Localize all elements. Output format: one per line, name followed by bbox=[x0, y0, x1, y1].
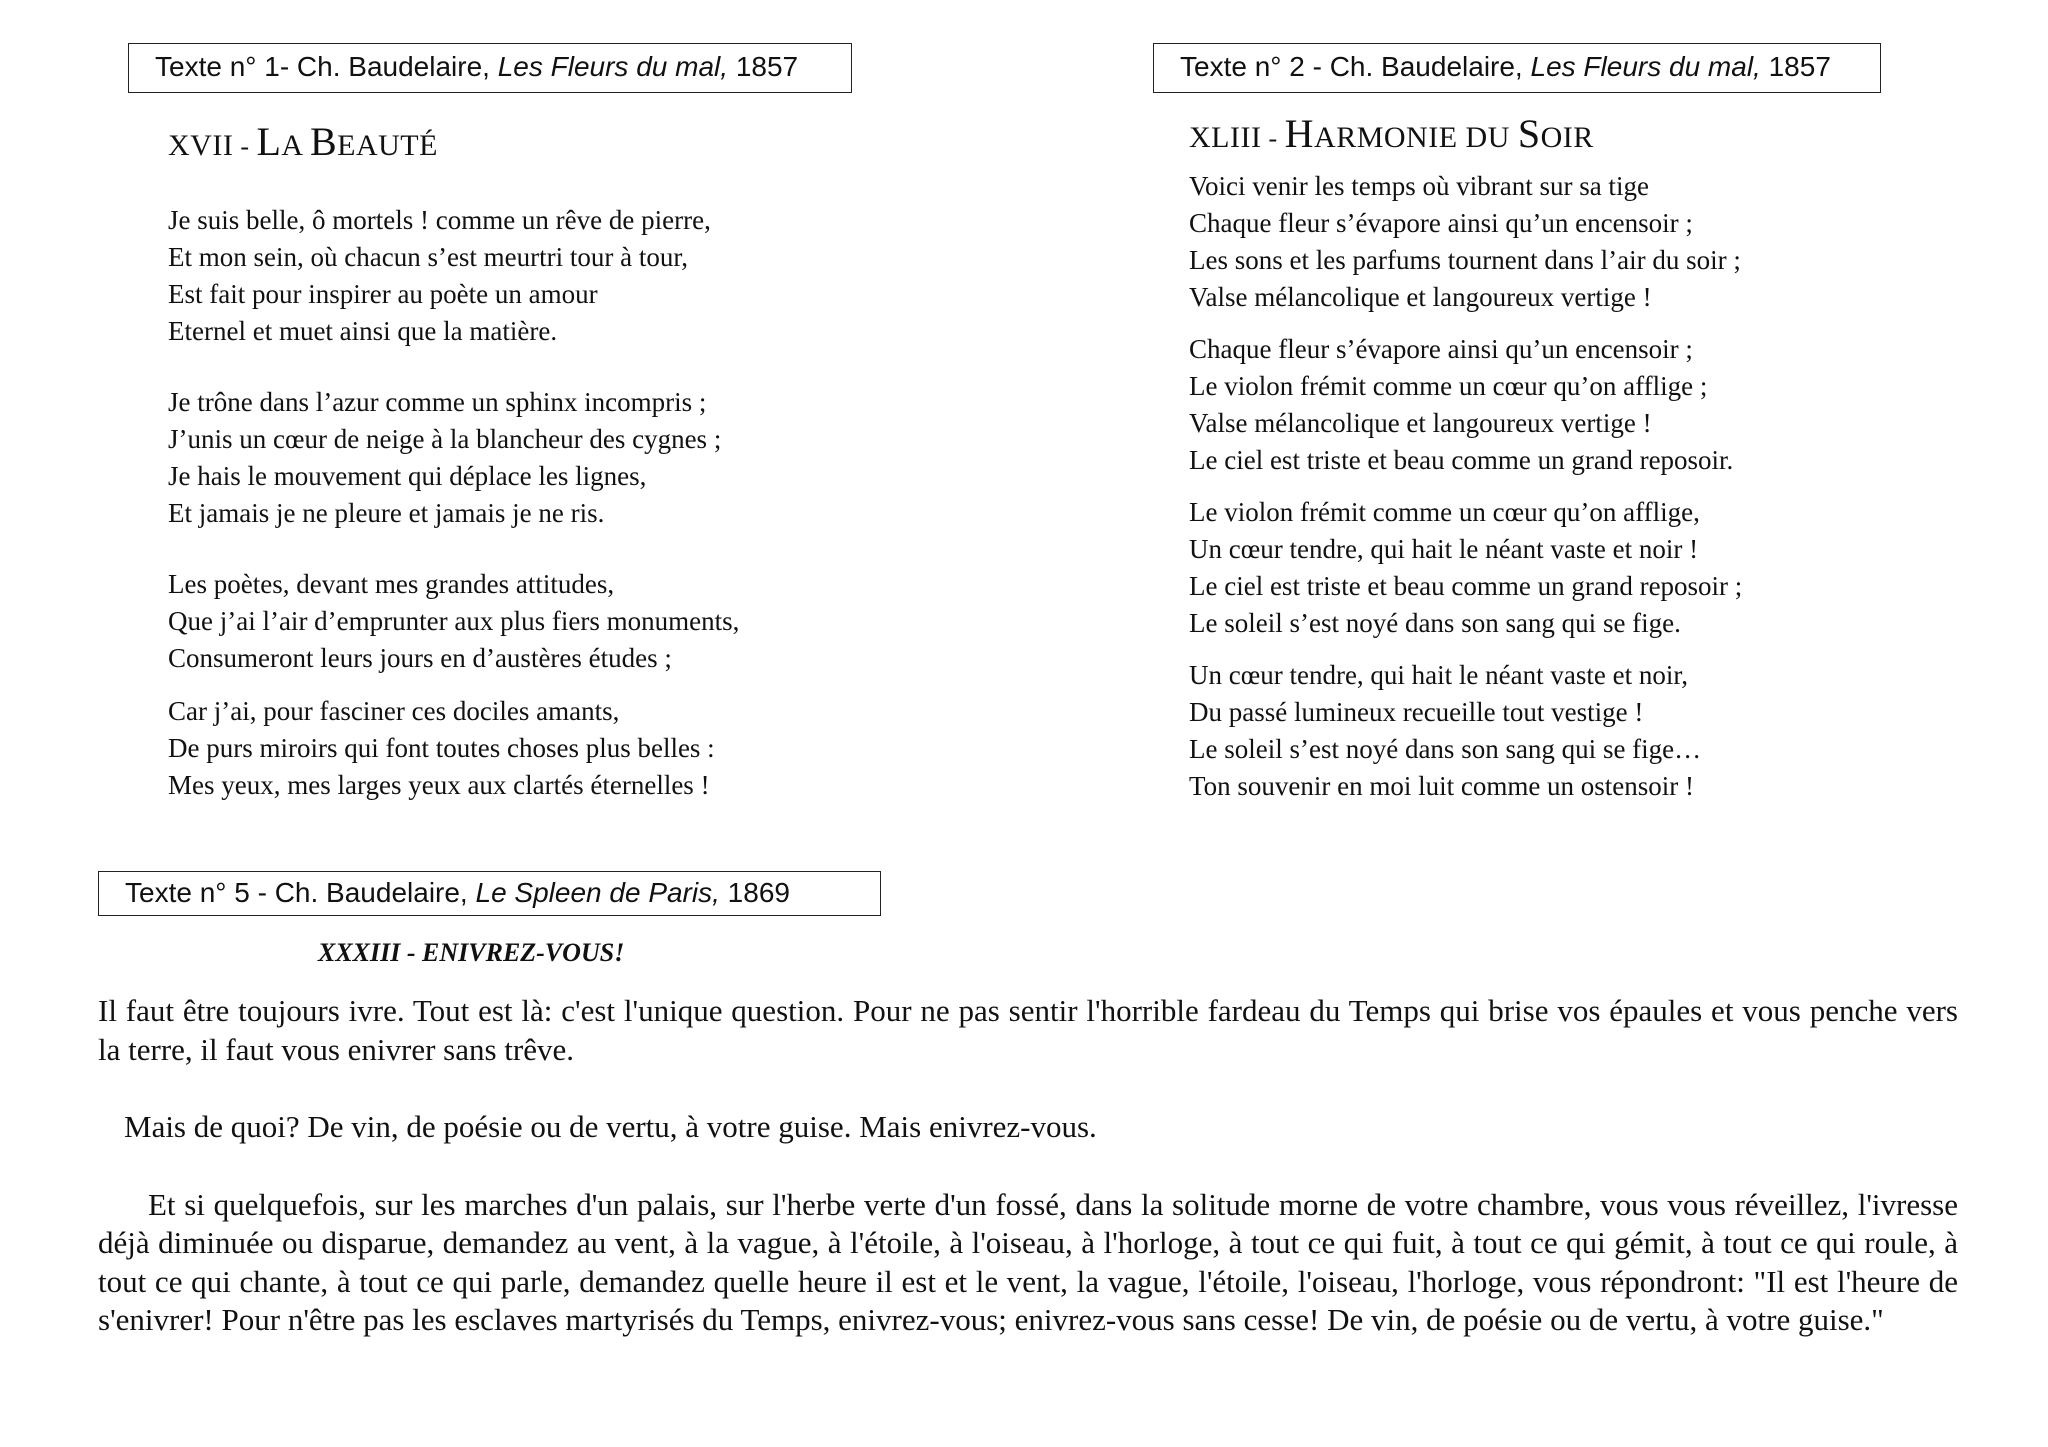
texte5-label bbox=[98, 871, 881, 916]
texte2-title-num: XLIII bbox=[1189, 121, 1262, 154]
poem-line: Je suis belle, ô mortels ! comme un rêve de pierre, bbox=[168, 205, 711, 235]
texte1-poem bbox=[168, 202, 739, 804]
texte1-label-work: Les Fleurs du mal, bbox=[497, 51, 729, 82]
prose-paragraph-3: Et si quelquefois, sur les marches d'un palais, sur l'herbe verte d'un fossé, dans la solitude morne de votre chambre, vous vous réveillez, l'ivresse déjà diminuée ou disparue, demandez au vent, à la vague, à l'étoile, à l'oiseau, à l'horloge, à tout ce qui fuit, à tout ce qui gémit, à tout ce qui roule, à tout ce qui chante, à tout ce qui parle, demandez quelle heure il est et le vent, la vague, l'étoile, l'oiseau, l'horloge, vous répondront: "Il est l'heure de s'enivrer! Pour n'être pas les esclaves martyrisés du Temps, enivrez-vous; enivrez-vous sans cesse! De vin, de poésie ou de vertu, à votre guise." bbox=[98, 1186, 1958, 1337]
texte5-title: XXXIII - ENIVREZ-VOUS! bbox=[318, 938, 625, 967]
texte1-label-year: 1857 bbox=[728, 51, 799, 82]
poem-line: Un cœur tendre, qui hait le néant vaste et noir ! bbox=[1189, 534, 1699, 564]
texte2-title bbox=[1189, 110, 1594, 157]
poem-line: Je hais le mouvement qui déplace les lignes, bbox=[168, 461, 647, 491]
texte2-label bbox=[1153, 43, 1881, 93]
poem-line: Le violon frémit comme un cœur qu’on afflige ; bbox=[1189, 371, 1708, 401]
poem-line: Le soleil s’est noyé dans son sang qui se fige. bbox=[1189, 608, 1681, 638]
texte2-label-prefix: Texte n° 2 - Ch. Baudelaire, bbox=[1180, 51, 1531, 82]
texte1-title bbox=[168, 118, 438, 165]
texte2-label-work: Les Fleurs du mal, bbox=[1530, 51, 1761, 82]
texte1-title-dash: - bbox=[233, 132, 257, 161]
texte2-stanza-3 bbox=[1189, 494, 1742, 642]
poem-line: Que j’ai l’air d’emprunter aux plus fiers monuments, bbox=[168, 606, 740, 636]
poem-line: Un cœur tendre, qui hait le néant vaste et noir, bbox=[1189, 660, 1688, 690]
poem-line: Du passé lumineux recueille tout vestige ! bbox=[1189, 697, 1644, 727]
prose-paragraph-2: Mais de quoi? De vin, de poésie ou de vertu, à votre guise. Mais enivrez-vous. bbox=[124, 1109, 1097, 1144]
texte5-label-work: Le Spleen de Paris, bbox=[475, 877, 720, 908]
poem-line: De purs miroirs qui font toutes choses plus belles : bbox=[168, 733, 715, 763]
texte1-label bbox=[128, 43, 852, 93]
poem-line: Consumeront leurs jours en d’austères études ; bbox=[168, 643, 672, 673]
poem-line: Valse mélancolique et langoureux vertige ! bbox=[1189, 408, 1652, 438]
poem-line: Le violon frémit comme un cœur qu’on afflige, bbox=[1189, 497, 1700, 527]
texte1-title-l2: B bbox=[309, 119, 338, 164]
texte5-prose bbox=[98, 992, 1958, 1340]
prose-paragraph-1: Il faut être toujours ivre. Tout est là: c'est l'unique question. Pour ne pas sentir l'horrible fardeau du Temps qui brise vos épaules et vous penche vers la terre, il faut vous enivrer sans trêve. bbox=[98, 993, 1958, 1067]
texte1-stanza-1 bbox=[168, 202, 739, 350]
poem-line: Le soleil s’est noyé dans son sang qui se fige… bbox=[1189, 734, 1702, 764]
poem-line: Les poètes, devant mes grandes attitudes, bbox=[168, 569, 615, 599]
poem-line: Ton souvenir en moi luit comme un ostensoir ! bbox=[1189, 771, 1695, 801]
texte1-title-rest1: A bbox=[281, 129, 310, 162]
texte2-title-rest1: ARMONIE DU bbox=[1314, 121, 1518, 154]
poem-line: Mes yeux, mes larges yeux aux clartés éternelles ! bbox=[168, 770, 710, 800]
texte2-title-l2: S bbox=[1517, 111, 1541, 156]
texte5-label-prefix: Texte n° 5 - Ch. Baudelaire, bbox=[125, 877, 476, 908]
poem-line: Chaque fleur s’évapore ainsi qu’un encensoir ; bbox=[1189, 334, 1693, 364]
texte1-stanza-3 bbox=[168, 566, 739, 677]
texte5-label-year: 1869 bbox=[719, 877, 790, 908]
poem-line: Je trône dans l’azur comme un sphinx incompris ; bbox=[168, 387, 707, 417]
texte2-poem bbox=[1189, 168, 1742, 805]
poem-line: Et mon sein, où chacun s’est meurtri tour à tour, bbox=[168, 242, 689, 272]
poem-line: Car j’ai, pour fasciner ces dociles amants, bbox=[168, 696, 620, 726]
texte2-title-dash: - bbox=[1261, 124, 1285, 153]
texte1-label-prefix: Texte n° 1- Ch. Baudelaire, bbox=[155, 51, 498, 82]
poem-line: Et jamais je ne pleure et jamais je ne ris. bbox=[168, 498, 605, 528]
texte1-title-num: XVII bbox=[168, 129, 234, 162]
texte1-title-rest2: EAUTÉ bbox=[337, 129, 438, 162]
texte2-stanza-2 bbox=[1189, 331, 1742, 479]
poem-line: J’unis un cœur de neige à la blancheur des cygnes ; bbox=[168, 424, 722, 454]
poem-line: Le ciel est triste et beau comme un grand reposoir ; bbox=[1189, 571, 1743, 601]
poem-line: Chaque fleur s’évapore ainsi qu’un encensoir ; bbox=[1189, 208, 1693, 238]
texte1-stanza-4 bbox=[168, 693, 739, 804]
poem-line: Le ciel est triste et beau comme un grand reposoir. bbox=[1189, 445, 1734, 475]
poem-line: Voici venir les temps où vibrant sur sa tige bbox=[1189, 171, 1649, 201]
texte2-label-year: 1857 bbox=[1760, 51, 1831, 82]
texte2-title-l1: H bbox=[1284, 111, 1315, 156]
poem-line: Est fait pour inspirer au poète un amour bbox=[168, 279, 598, 309]
texte1-stanza-2 bbox=[168, 384, 739, 532]
poem-line: Valse mélancolique et langoureux vertige ! bbox=[1189, 282, 1652, 312]
poem-line: Eternel et muet ainsi que la matière. bbox=[168, 316, 558, 346]
poem-line: Les sons et les parfums tournent dans l’air du soir ; bbox=[1189, 245, 1741, 275]
texte2-stanza-1 bbox=[1189, 168, 1742, 316]
texte2-stanza-4 bbox=[1189, 657, 1742, 805]
texte2-title-rest2: OIR bbox=[1540, 121, 1594, 154]
texte1-title-l1: L bbox=[256, 119, 282, 164]
